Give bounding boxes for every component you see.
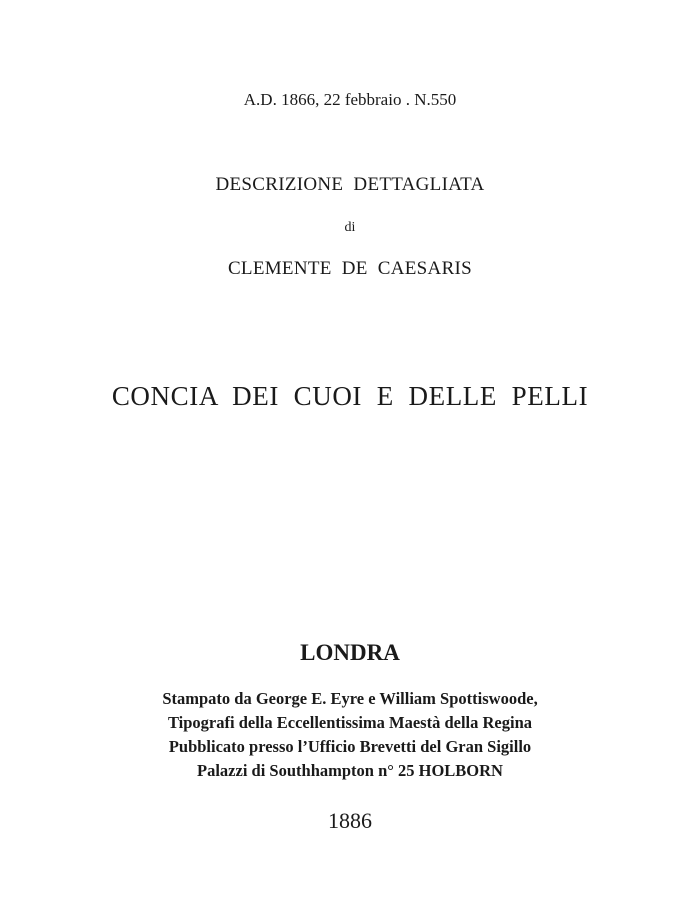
imprint-line: Tipografi della Eccellentissima Maestà della Regina <box>167 713 533 732</box>
document-title: CONCIA DEI CUOI E DELLE PELLI <box>111 381 589 411</box>
imprint-block <box>0 687 700 783</box>
publication-year: 1886 <box>328 808 372 833</box>
imprint-line: Palazzi di Southhampton n° 25 HOLBORN <box>197 761 503 780</box>
imprint-line: Pubblicato presso l’Ufficio Brevetti del Gran Sigillo <box>168 737 532 756</box>
imprint-line: Stampato da George E. Eyre e William Spottiswoode, <box>162 689 538 708</box>
document-reference: A.D. 1866, 22 febbraio . N.550 <box>243 90 457 109</box>
author-connector: di <box>344 220 356 235</box>
publication-city: LONDRA <box>300 640 400 665</box>
document-heading: DESCRIZIONE DETTAGLIATA <box>215 174 485 195</box>
author-name: CLEMENTE DE CAESARIS <box>227 258 473 279</box>
